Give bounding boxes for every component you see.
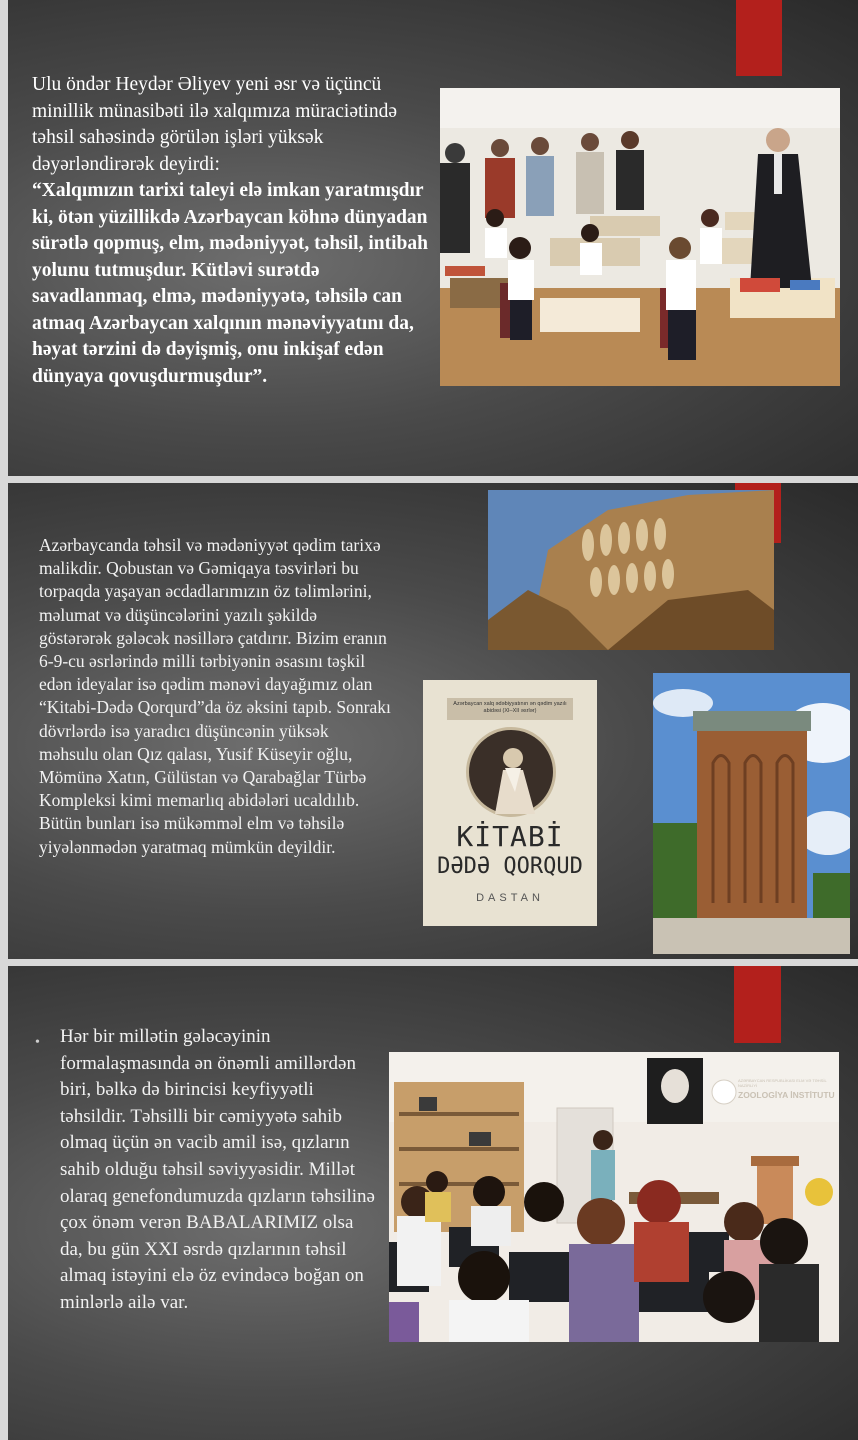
institute-sign-small: AZƏRBAYCAN RESPUBLİKASI ELM VƏ TƏHSİL NAZİRLİYİ [738,1078,827,1088]
institute-sign-main: ZOOLOGİYA İNSTİTUTU [738,1090,835,1100]
classroom-photo [440,88,840,386]
book-title-line1: KİTABİ [456,820,564,853]
accent-bar [736,0,782,76]
kitabi-dede-qorqud-book-cover [423,680,597,926]
institute-sign [738,1078,838,1100]
quote-text: “Xalqımızın tarixi taleyi elə imkan yaratmışdır ki, ötən yüzillikdə Azərbaycan köhnə dünyadan sürətlə qopmuş, elm, mədəniyyət, təhsil, intibah yolunu tutmuşdur. Kütləvi surətdə savadlanmaq, elmə, mədəniyyətə, təhsilə can atmaq Azərbaycan xalqının mənəviyyatını da, həyat tərzini də dəyişmiş, onu inkişaf edən dünyaya qovuşdurmuşdur”. [32,180,428,387]
intro-text: Ulu öndər Heydər Əliyev yeni əsr və üçüncü minillik münasibəti ilə xalqımıza müraciətində təhsil sahəsində görülən işləri yüksək dəyərləndirərək deyirdi: [32,74,397,175]
slide-3-text: Hər bir millətin gələcəyinin formalaşmasında ən önəmli amillərdən biri, bəlkə də birincisi keyfiyyətli təhsildir. Təhsilli bir cəmiyyətə sahib olmaq üçün ən vacib amil isə, qızların sahib olduğu təhsil səviyyəsidir. Millət olaraq genefondumuzda qızların təhsilinə çox önəm verən BABALARIMIZ olsa da, bu gün XXI əsrdə qızlarının təhsil almaq istəyini elə öz evindəcə boğan on minlərlə ailə var. [60,1026,375,1313]
bullet-icon: • [35,1035,40,1050]
accent-bar [734,966,781,1043]
momine-khatun-mausoleum-photo [653,673,850,954]
lecture-hall-photo [389,1052,839,1342]
slide-1 [8,0,858,476]
slide-2-text: Azərbaycanda təhsil və mədəniyyət qədim tarixə malikdir. Qobustan və Gəmiqaya təsvirləri bu torpaqda yaşayan əcdadlarımızın öz təlimlərini, məlumat və düşüncələrini yazılı şəkildə göstərərək gələcək nəsillərə çatdırır. Bizim eranın 6-9-cu əsrlərində milli tərbiyənin əsasını təşkil edən ideyalar isə qədim mənəvi dayağımız olan “Kitabi-Dədə Qorqurd”da öz əksini tapıb. Sonrakı dövrlərdə isə yaradıcı düşüncənin yüksək məhsulu olan Qız qalası, Yusif Küseyir oğlu, Mömünə Xatın, Gülüstan və Qarabağlar Türbə Kompleksi kimi memarlıq abidələri ucaldılıb. Bütün bunları isə mükəmməl elm və təhsilə yiyələnmədən yaratmaq mümkün deyildir. [39,535,391,857]
book-subtitle: DASTAN [476,892,544,904]
slide-3 [8,966,858,1440]
gobustan-petroglyph-photo [488,490,774,650]
slide-1-text [32,72,432,390]
book-banner: Azərbaycan xalq ədəbiyyatının ən qədim yazılı abidəsi (XI–XII əsrlər) [447,698,573,720]
dede-qorqud-portrait-icon [465,726,557,818]
slide-2 [8,483,858,959]
book-title-line2: DƏDƏ QORQUD [437,854,583,879]
